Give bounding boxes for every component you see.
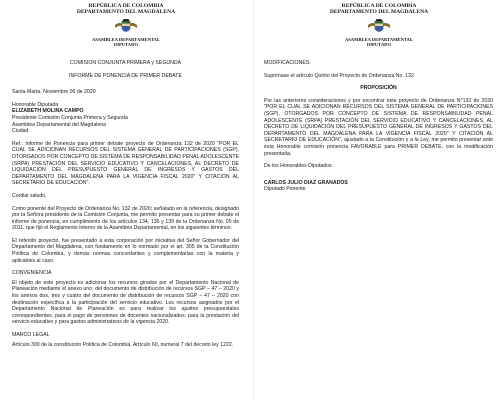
coat-of-arms-icon: [114, 19, 138, 35]
modifications-heading: MODIFICACIONES:: [264, 60, 311, 66]
letterhead-country: REPÚBLICA DE COLOMBIA: [341, 3, 417, 9]
signer-name: CARLOS JULIO DIAZ GRANADOS: [264, 179, 348, 186]
paragraph-ponente: Como ponente del Proyecto de Ordenanza No. 132 de 2020; señalado en la referencia, designado por la Señora presidente de la Comisión Conjunta, me permito presentar para su primer debate el informe de ponencia, en cumplimiento de los artículos 134, 136 y 139 de la Ordenanza No. 05 de 2011, que fijó el Reglamento Interno de la Asamblea Departamental, en los siguientes términos:: [12, 205, 239, 232]
recipient-org: Asamblea Departamental del Magdalena: [12, 121, 107, 128]
letterhead: [71, 3, 181, 47]
letterhead-department: DEPARTAMENTO DEL MAGDALENA: [329, 9, 429, 16]
document-page-2: [253, 0, 500, 400]
recipient-city: Ciudad: [12, 128, 29, 135]
section-heading-marco-legal: MARCO LEGAL: [12, 332, 50, 338]
proposal-heading: PROPOSICIÓN: [360, 85, 397, 92]
signer-role: Diputado Ponente: [264, 186, 306, 193]
paragraph-marco-legal: Artículo 300 de la constitución Política de Colombia, Artículo 60, numeral 7 del decreto ley 1222.: [12, 341, 234, 348]
page-2-body: [264, 60, 493, 193]
recipient-name: ELIZABETH MOLINA CAMPO: [12, 108, 84, 115]
commission-title: COMISION CONJUNTA PRIMERA y SEGUNDA: [69, 60, 182, 66]
letterhead-role: DIPUTADO: [113, 42, 139, 48]
section-heading-conveniencia: CONVENIENCIA: [12, 270, 52, 277]
report-title: INFORME DE PONENCIA DE PRIMER DEBATE: [69, 72, 182, 79]
letterhead-assembly: ASAMBLEA DEPARTAMENTAL: [344, 36, 414, 42]
recipient-block: [12, 102, 239, 135]
greeting: Cordial saludo,: [12, 192, 47, 199]
recipient-salutation: Honorable Diputada: [12, 101, 59, 108]
letter-date: Santa Marta, Noviembre 06 de 2020: [12, 89, 96, 96]
letterhead-assembly: ASAMBLEA DEPARTAMENTAL: [91, 36, 161, 42]
proposal-paragraph: Por las anteriores consideraciones y por encontrar este proyecto de Ordenanza N°132 de 2020 "POR EL CUAL SE ADICIONAN RECURSOS DEL SISTEMA GENERAL DE PARTICIPACIONES (SGP), OTORGADOS POR CONCEPTO DE SISTEMA DE RESPONSABILIDAD PENAL ADOLESCENTE (SRPA) PRESTACIÓN DEL SERVICIO EDUCATIVO Y CANCELACIONES, AL DECRETO DE LIQUIDACIÓN DEL PRESUPUESTO GENERAL DE INGRESOS Y GASTOS DEL DEPARTAMENTO DEL MAGDALENA PARA LA VIGENCIA FISCAL 2020" Y CITACIÓN AL SECRETARIO DE EDUCACIÓN", ajustado a la Constitución y a la Ley, me permito presentar ante esta Honorable comisión ponencia FAVORABLE para PRIMER DEBATE, con la modificación presentada.: [264, 97, 493, 157]
page-1-body: [12, 60, 239, 348]
letterhead-role: DIPUTADO: [366, 42, 392, 48]
closing-line: De los Honorables Diputados.: [264, 163, 333, 170]
letterhead-country: REPÚBLICA DE COLOMBIA: [88, 3, 164, 9]
paragraph-objeto: El objeto de este proyecto es adicionar los recursos girados por el Departamento Nacional de Planeación mediante el anexo uno, del documento de distribución de recursos SGP – 47 – 2020 y los anexos dos, tres y cuatro del documento de distribución de recursos SGP – 47 – 2020 con destinación específica a la participación del servicio educativo. Los recursos asignados por el Departamento Nacional de Planeación es para realizar los ajustes presupuestales correspondientes, para el pago de pensiones de docentes nacionalizados, para la prestación del servicio educativo y para gastos administrativos de la vigencia 2020.: [12, 279, 239, 326]
paragraph-iniciativa: El referido proyecto, fue presentado a esta corporación por iniciativa del Señor Gobernador del Departamento del Magdalena, con fundamento en lo normado por el art. 305 de la Constitución Política de Colombia, y demás normas concordantes y complementarias con la materia y aplicables al caso.: [12, 237, 239, 264]
letterhead: [324, 3, 434, 47]
reference-paragraph: Ref.: Informe de Ponencia para primer debate proyecto de Ordenanza 132 de 2020 "POR EL CUAL SE ADICIONAN RECURSOS DEL SISTEMA GENERAL DE PARTICIPACIONES (SGP), OTORGADOS POR CONCEPTO DE SISTEMA DE RESPONSABILIDAD PENAL ADOLESCENTE (SRPA) PRESTACIÓN DEL SERVICIO EDUCATIVO Y CANCELACIONES, AL DECRETO DE LIQUIDACIÓN DEL PRESUPUESTO GENERAL DE INGRESOS Y GASTOS DEL DEPARTAMENTO DEL MAGDALENA PARA LA VIGENCIA FISCAL 2020" Y CITACIÓN AL SECRETARIO DE EDUCACIÓN".: [12, 140, 239, 187]
coat-of-arms-icon: [367, 19, 391, 35]
modifications-text: Suprímase el artículo Quinto del Proyecto de Ordenanza No. 132: [264, 72, 414, 79]
document-page-1: [0, 0, 247, 400]
letterhead-department: DEPARTAMENTO DEL MAGDALENA: [76, 9, 176, 16]
recipient-role: Presidente Comisión Conjunta Primera y Segunda: [12, 114, 128, 121]
